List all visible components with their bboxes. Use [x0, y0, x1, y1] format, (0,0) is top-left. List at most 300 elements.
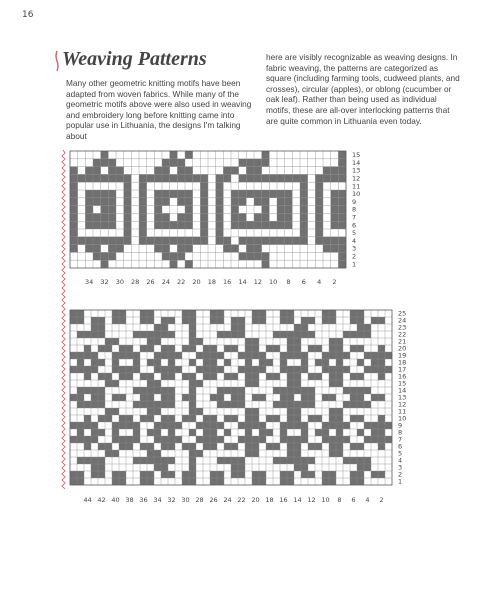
- chart-cell-filled: [108, 190, 116, 198]
- y-tick-label: 3: [398, 463, 403, 472]
- chart-cell-filled: [170, 159, 178, 167]
- chart-cell-filled: [147, 174, 155, 182]
- x-tick-label: 30: [115, 278, 124, 286]
- chart-cell-filled: [70, 174, 78, 182]
- chart-cell-filled: [162, 213, 170, 221]
- y-tick-label: 9: [352, 197, 357, 206]
- chart-cell-filled: [262, 221, 270, 229]
- chart-cell-filled: [350, 401, 357, 408]
- chart-cell-filled: [101, 213, 109, 221]
- chart-cell-filled: [329, 450, 336, 457]
- chart-cell-filled: [294, 464, 301, 471]
- chart-cell-filled: [140, 457, 147, 464]
- chart-cell-filled: [85, 174, 93, 182]
- chart-cell-filled: [238, 317, 245, 324]
- chart-cell-filled: [338, 174, 346, 182]
- chart-cell-filled: [91, 324, 98, 331]
- chart-cell-filled: [84, 436, 91, 443]
- chart-cell-filled: [246, 245, 254, 253]
- chart-cell-filled: [189, 345, 196, 352]
- chart-cell-filled: [185, 190, 193, 198]
- chart-cell-filled: [385, 422, 392, 429]
- chart-cell-filled: [98, 387, 105, 394]
- chart-cell-filled: [378, 471, 385, 478]
- chart-cell-filled: [357, 359, 364, 366]
- chart-cell-filled: [217, 310, 224, 317]
- chart-cell-filled: [331, 213, 339, 221]
- chart-cell-filled: [280, 401, 287, 408]
- chart-cell-filled: [170, 260, 178, 268]
- chart-cell-filled: [70, 366, 77, 373]
- chart-cell-filled: [315, 443, 322, 450]
- chart-cell-filled: [162, 221, 170, 229]
- chart-cell-filled: [177, 245, 185, 253]
- chart-cell-filled: [84, 345, 91, 352]
- y-tick-label: 11: [398, 407, 407, 416]
- chart-cell-filled: [280, 387, 287, 394]
- chart-cell-filled: [292, 174, 300, 182]
- knitting-chart-bottom: [70, 310, 406, 504]
- chart-cell-filled: [245, 443, 252, 450]
- body-paragraph-right: here are visibly recognizable as weaving designs. In fabric weaving, the patterns are categorized as square (including farming tools, cudweed plants, and crosses), circular (apples), or oblong (cucumber or oak leaf). Rather than being used as individual motifs, these are all-over interlocking patterns that are quite common in Lithuania even today.: [266, 52, 460, 126]
- chart-cell-filled: [273, 345, 280, 352]
- chart-cell-filled: [280, 359, 287, 366]
- chart-cell-filled: [350, 387, 357, 394]
- chart-cell-filled: [315, 221, 323, 229]
- chart-cell-filled: [139, 198, 147, 206]
- chart-cell-filled: [108, 198, 116, 206]
- chart-cell-filled: [168, 401, 175, 408]
- chart-cell-filled: [323, 174, 331, 182]
- chart-cell-filled: [162, 245, 170, 253]
- chart-cell-filled: [224, 345, 231, 352]
- chart-cell-filled: [91, 471, 98, 478]
- x-tick-label: 12: [307, 496, 316, 504]
- chart-cell-filled: [77, 436, 84, 443]
- chart-cell-filled: [162, 252, 170, 260]
- chart-cell-filled: [336, 436, 343, 443]
- chart-cell-filled: [133, 366, 140, 373]
- chart-cell-filled: [246, 190, 254, 198]
- chart-cell-filled: [269, 174, 277, 182]
- chart-cell-filled: [280, 457, 287, 464]
- chart-cell-filled: [245, 352, 252, 359]
- y-tick-label: 7: [398, 435, 403, 444]
- chart-cell-filled: [119, 352, 126, 359]
- chart-cell-filled: [147, 359, 154, 366]
- chart-cell-filled: [185, 206, 193, 214]
- chart-cell-filled: [254, 237, 262, 245]
- chart-cell-filled: [287, 345, 294, 352]
- chart-cell-filled: [231, 331, 238, 338]
- x-tick-label: 22: [177, 278, 186, 286]
- chart-cell-filled: [77, 478, 84, 485]
- chart-cell-filled: [238, 394, 245, 401]
- chart-cell-filled: [162, 237, 170, 245]
- chart-cell-filled: [252, 436, 259, 443]
- chart-cell-filled: [85, 245, 93, 253]
- chart-cell-filled: [246, 174, 254, 182]
- chart-cell-filled: [185, 213, 193, 221]
- chart-cell-filled: [112, 471, 119, 478]
- y-tick-label: 2: [398, 470, 403, 479]
- chart-cell-filled: [203, 359, 210, 366]
- chart-cell-filled: [189, 429, 196, 436]
- chart-cell-filled: [105, 338, 112, 345]
- chart-cell-filled: [329, 310, 336, 317]
- chart-cell-filled: [93, 221, 101, 229]
- chart-cell-filled: [210, 366, 217, 373]
- chart-cell-filled: [203, 345, 210, 352]
- chart-cell-filled: [371, 352, 378, 359]
- chart-cell-filled: [294, 331, 301, 338]
- chart-cell-filled: [266, 415, 273, 422]
- chart-cell-filled: [336, 380, 343, 387]
- chart-cell-filled: [140, 401, 147, 408]
- chart-cell-filled: [336, 408, 343, 415]
- chart-cell-filled: [177, 167, 185, 175]
- chart-cell-filled: [231, 245, 239, 253]
- chart-cell-filled: [301, 359, 308, 366]
- chart-cell-filled: [239, 237, 247, 245]
- chart-cell-filled: [112, 366, 119, 373]
- chart-cell-filled: [147, 373, 154, 380]
- chart-cell-filled: [210, 478, 217, 485]
- chart-cell-filled: [245, 422, 252, 429]
- chart-cell-filled: [203, 422, 210, 429]
- y-tick-label: 1: [352, 260, 357, 269]
- chart-cell-filled: [200, 221, 208, 229]
- x-tick-label: 6: [301, 278, 306, 286]
- chart-cell-filled: [329, 415, 336, 422]
- chart-cell-filled: [217, 471, 224, 478]
- chart-cell-filled: [280, 422, 287, 429]
- chart-cell-filled: [277, 237, 285, 245]
- chart-cell-filled: [259, 422, 266, 429]
- chart-cell-filled: [84, 443, 91, 450]
- chart-cell-filled: [200, 190, 208, 198]
- chart-cell-filled: [93, 190, 101, 198]
- chart-cell-filled: [126, 345, 133, 352]
- y-tick-label: 22: [398, 330, 407, 339]
- chart-cell-filled: [254, 159, 262, 167]
- chart-cell-filled: [84, 415, 91, 422]
- chart-cell-filled: [177, 221, 185, 229]
- chart-cell-filled: [280, 471, 287, 478]
- chart-cell-filled: [182, 345, 189, 352]
- x-tick-label: 32: [100, 278, 109, 286]
- chart-cell-filled: [210, 317, 217, 324]
- chart-cell-filled: [140, 387, 147, 394]
- chart-cell-filled: [273, 443, 280, 450]
- chart-cell-filled: [161, 352, 168, 359]
- chart-cell-filled: [185, 221, 193, 229]
- chart-cell-filled: [147, 345, 154, 352]
- chart-cell-filled: [280, 478, 287, 485]
- chart-cell-filled: [338, 237, 346, 245]
- chart-cell-filled: [343, 422, 350, 429]
- chart-cell-filled: [238, 331, 245, 338]
- chart-cell-filled: [91, 457, 98, 464]
- x-tick-label: 28: [195, 496, 204, 504]
- chart-cell-filled: [269, 190, 277, 198]
- chart-cell-filled: [371, 394, 378, 401]
- chart-cell-filled: [223, 167, 231, 175]
- chart-cell-filled: [252, 373, 259, 380]
- chart-cell-filled: [231, 373, 238, 380]
- x-tick-label: 42: [97, 496, 106, 504]
- chart-cell-filled: [287, 457, 294, 464]
- chart-cell-filled: [315, 429, 322, 436]
- chart-cell-filled: [262, 213, 270, 221]
- chart-cell-filled: [133, 401, 140, 408]
- chart-cell-filled: [239, 198, 247, 206]
- chart-cell-filled: [161, 324, 168, 331]
- chart-cell-filled: [294, 387, 301, 394]
- chart-cell-filled: [300, 221, 308, 229]
- chart-cell-filled: [189, 415, 196, 422]
- chart-cell-filled: [161, 415, 168, 422]
- chart-cell-filled: [154, 206, 162, 214]
- chart-cell-filled: [185, 167, 193, 175]
- chart-cell-filled: [189, 359, 196, 366]
- chart-cell-filled: [161, 373, 168, 380]
- chart-cell-filled: [119, 471, 126, 478]
- chart-cell-filled: [189, 408, 196, 415]
- chart-cell-filled: [378, 373, 385, 380]
- chart-cell-filled: [147, 450, 154, 457]
- chart-cell-filled: [119, 317, 126, 324]
- chart-cell-filled: [154, 366, 161, 373]
- chart-cell-filled: [119, 366, 126, 373]
- chart-cell-filled: [189, 443, 196, 450]
- chart-cell-filled: [119, 415, 126, 422]
- chart-cell-filled: [322, 359, 329, 366]
- chart-cell-filled: [280, 366, 287, 373]
- chart-cell-filled: [77, 422, 84, 429]
- chart-cell-filled: [350, 317, 357, 324]
- chart-cell-filled: [154, 331, 161, 338]
- chart-cell-filled: [98, 471, 105, 478]
- chart-cell-filled: [140, 317, 147, 324]
- chart-cell-filled: [101, 206, 109, 214]
- chart-cell-filled: [252, 471, 259, 478]
- chart-cell-filled: [70, 229, 78, 237]
- chart-cell-filled: [277, 213, 285, 221]
- chart-cell-filled: [203, 429, 210, 436]
- chart-cell-filled: [301, 471, 308, 478]
- chart-cell-filled: [126, 366, 133, 373]
- chart-cell-filled: [98, 317, 105, 324]
- chart-cell-filled: [77, 331, 84, 338]
- chart-cell-filled: [177, 198, 185, 206]
- x-tick-label: 36: [139, 496, 148, 504]
- chart-cell-filled: [200, 198, 208, 206]
- chart-cell-filled: [93, 159, 101, 167]
- x-tick-label: 38: [125, 496, 134, 504]
- chart-cell-filled: [323, 167, 331, 175]
- chart-cell-filled: [116, 167, 124, 175]
- chart-cell-filled: [154, 436, 161, 443]
- chart-cell-filled: [189, 310, 196, 317]
- chart-cell-filled: [308, 401, 315, 408]
- chart-cell-filled: [147, 380, 154, 387]
- chart-cell-filled: [217, 478, 224, 485]
- chart-cell-filled: [315, 182, 323, 190]
- chart-cell-filled: [119, 436, 126, 443]
- chart-cell-filled: [252, 478, 259, 485]
- chart-cell-filled: [287, 408, 294, 415]
- chart-cell-filled: [98, 457, 105, 464]
- chart-cell-filled: [177, 237, 185, 245]
- chart-cell-filled: [216, 213, 224, 221]
- y-tick-label: 1: [398, 477, 403, 486]
- chart-cell-filled: [126, 352, 133, 359]
- chart-cell-filled: [140, 310, 147, 317]
- chart-cell-filled: [238, 422, 245, 429]
- chart-cell-filled: [224, 415, 231, 422]
- chart-cell-filled: [252, 408, 259, 415]
- chart-cell-filled: [238, 436, 245, 443]
- chart-cell-filled: [182, 443, 189, 450]
- chart-cell-filled: [285, 221, 293, 229]
- chart-cell-filled: [238, 401, 245, 408]
- chart-cell-filled: [210, 429, 217, 436]
- chart-cell-filled: [329, 436, 336, 443]
- chart-cell-filled: [294, 338, 301, 345]
- chart-cell-filled: [331, 206, 339, 214]
- chart-cell-filled: [200, 237, 208, 245]
- chart-cell-filled: [266, 345, 273, 352]
- chart-cell-filled: [262, 174, 270, 182]
- chart-cell-filled: [292, 237, 300, 245]
- chart-cell-filled: [147, 443, 154, 450]
- chart-cell-filled: [287, 415, 294, 422]
- chart-cell-filled: [294, 457, 301, 464]
- chart-cell-filled: [147, 457, 154, 464]
- chart-cell-filled: [301, 429, 308, 436]
- chart-cell-filled: [329, 366, 336, 373]
- chart-cell-filled: [154, 422, 161, 429]
- chart-cell-filled: [252, 310, 259, 317]
- chart-cell-filled: [338, 213, 346, 221]
- chart-cell-filled: [70, 237, 78, 245]
- chart-cell-filled: [315, 213, 323, 221]
- chart-cell-filled: [357, 471, 364, 478]
- chart-cell-filled: [112, 380, 119, 387]
- chart-cell-filled: [357, 317, 364, 324]
- chart-cell-filled: [224, 401, 231, 408]
- chart-cell-filled: [133, 331, 140, 338]
- chart-cell-filled: [168, 345, 175, 352]
- chart-cell-filled: [177, 159, 185, 167]
- chart-cell-filled: [177, 252, 185, 260]
- chart-cell-filled: [259, 352, 266, 359]
- x-tick-label: 8: [286, 278, 291, 286]
- chart-cell-filled: [315, 237, 323, 245]
- chart-cell-filled: [294, 415, 301, 422]
- chart-cell-filled: [262, 190, 270, 198]
- chart-cell-filled: [378, 394, 385, 401]
- chart-cell-filled: [210, 436, 217, 443]
- chart-cell-filled: [294, 380, 301, 387]
- chart-cell-filled: [217, 331, 224, 338]
- chart-cell-filled: [224, 359, 231, 366]
- chart-cell-filled: [287, 394, 294, 401]
- chart-cell-filled: [315, 345, 322, 352]
- chart-cell-filled: [101, 159, 109, 167]
- chart-cell-filled: [287, 338, 294, 345]
- chart-cell-filled: [322, 310, 329, 317]
- chart-cell-filled: [287, 373, 294, 380]
- chart-cell-filled: [262, 198, 270, 206]
- chart-cell-filled: [252, 450, 259, 457]
- chart-cell-filled: [85, 190, 93, 198]
- chart-cell-filled: [336, 359, 343, 366]
- chart-cell-filled: [300, 198, 308, 206]
- chart-cell-filled: [378, 359, 385, 366]
- chart-cell-filled: [329, 422, 336, 429]
- chart-cell-filled: [170, 221, 178, 229]
- chart-cell-filled: [84, 387, 91, 394]
- chart-cell-filled: [140, 478, 147, 485]
- chart-cell-filled: [364, 464, 371, 471]
- chart-cell-filled: [140, 345, 147, 352]
- chart-cell-filled: [139, 229, 147, 237]
- chart-cell-filled: [357, 429, 364, 436]
- chart-cell-filled: [133, 429, 140, 436]
- chart-cell-filled: [147, 310, 154, 317]
- chart-cell-filled: [105, 345, 112, 352]
- chart-cell-filled: [231, 221, 239, 229]
- chart-cell-filled: [162, 190, 170, 198]
- y-tick-label: 9: [398, 421, 403, 430]
- chart-cell-filled: [301, 457, 308, 464]
- chart-cell-filled: [252, 345, 259, 352]
- chart-cell-filled: [329, 394, 336, 401]
- x-tick-label: 22: [237, 496, 246, 504]
- chart-cell-filled: [112, 478, 119, 485]
- chart-cell-filled: [254, 190, 262, 198]
- chart-cell-filled: [140, 415, 147, 422]
- chart-cell-filled: [182, 394, 189, 401]
- y-tick-label: 8: [398, 428, 403, 437]
- x-tick-label: 10: [321, 496, 330, 504]
- chart-cell-filled: [329, 380, 336, 387]
- chart-cell-filled: [170, 174, 178, 182]
- chart-cell-filled: [98, 331, 105, 338]
- chart-cell-filled: [70, 213, 78, 221]
- chart-cell-filled: [70, 221, 78, 229]
- chart-cell-filled: [336, 422, 343, 429]
- y-tick-label: 20: [398, 344, 407, 353]
- chart-cell-filled: [168, 394, 175, 401]
- chart-cell-filled: [210, 310, 217, 317]
- chart-cell-filled: [322, 352, 329, 359]
- chart-cell-filled: [343, 352, 350, 359]
- chart-cell-filled: [154, 221, 162, 229]
- chart-cell-filled: [308, 373, 315, 380]
- chart-cell-filled: [338, 190, 346, 198]
- y-tick-label: 16: [398, 372, 407, 381]
- chart-cell-filled: [162, 167, 170, 175]
- chart-cell-filled: [231, 457, 238, 464]
- chart-cell-filled: [301, 366, 308, 373]
- chart-cell-filled: [162, 174, 170, 182]
- chart-cell-filled: [93, 237, 101, 245]
- chart-cell-filled: [119, 345, 126, 352]
- chart-cell-filled: [147, 401, 154, 408]
